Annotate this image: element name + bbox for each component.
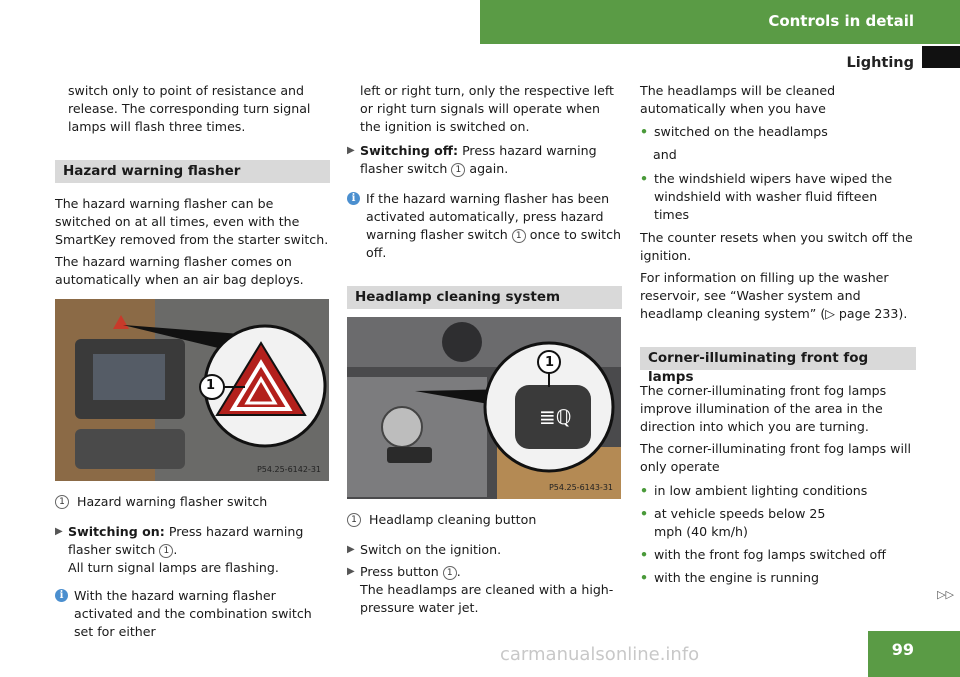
column-1 [55, 82, 330, 641]
photo-code: P54.25-6142-31 [256, 465, 321, 474]
callout-badge: 1 [443, 566, 457, 580]
paragraph: The corner-illuminating front fog lamps improve illumination of the area in the direction into which you are turning. [640, 383, 887, 434]
instruction-step [55, 523, 330, 577]
info-icon: i [347, 192, 360, 205]
bullet-icon: • [640, 547, 649, 562]
list-item [640, 505, 916, 541]
step-tail: . [456, 564, 461, 579]
list-item-text: in low ambient lighting conditions [654, 483, 868, 498]
step-result: All turn signal lamps are flashing. [68, 560, 279, 575]
callout-badge: 1 [55, 495, 69, 509]
caption-text: Hazard warning flasher switch [77, 494, 268, 509]
svg-text:≣ℚ: ≣ℚ [539, 405, 572, 429]
step-text: Switch on the ignition. [360, 542, 502, 557]
callout-badge: 1 [451, 163, 465, 177]
paragraph: For information on filling up the washer reservoir, see “Washer system and headlamp cleaning system” (▷ page 233). [640, 270, 908, 321]
paragraph: The counter resets when you switch off the ignition. [640, 230, 913, 263]
instruction-step [347, 142, 622, 178]
continue-arrow-icon: ▷▷ [937, 588, 954, 601]
info-text-b: once to switch off. [366, 227, 621, 260]
page-number-box [868, 631, 960, 677]
callout-badge: 1 [512, 229, 526, 243]
step-arrow-icon: ▶ [55, 526, 63, 537]
section-heading-hazard: Hazard warning flasher [55, 160, 330, 183]
step-tail: again. [465, 161, 509, 176]
callout-badge: 1 [347, 513, 361, 527]
step-arrow-icon: ▶ [347, 544, 355, 555]
continued-text: switch only to point of resistance and release. The corresponding turn signal lamps will flash three times. [68, 83, 311, 134]
list-item [640, 482, 916, 500]
hazard-switch-illustration [55, 299, 329, 481]
info-note [347, 190, 622, 262]
page-number: 99 [891, 640, 914, 659]
headlamp-button-photo [347, 317, 621, 499]
paragraph: The corner-illuminating front fog lamps will only operate [640, 441, 911, 474]
step-body: Press button [360, 564, 439, 579]
step-tail: . [173, 542, 178, 557]
step-text [360, 563, 622, 617]
step-text [68, 523, 330, 577]
info-icon: i [55, 589, 68, 602]
paragraph: The hazard warning flasher comes on automatically when an air bag deploys. [55, 254, 304, 287]
list-item-text: with the front fog lamps switched off [654, 547, 886, 562]
hazard-switch-photo [55, 299, 329, 481]
bullet-icon: • [640, 124, 649, 139]
step-label: Switching on: [68, 524, 165, 539]
instruction-step [347, 541, 622, 559]
bullet-icon: • [640, 483, 649, 498]
section-title: Lighting [846, 55, 914, 71]
column-2 [347, 82, 622, 617]
callout-badge: 1 [159, 544, 173, 558]
instruction-step [347, 563, 622, 617]
watermark: carmanualsonline.info [500, 644, 700, 665]
continued-text: left or right turn, only the respective left or right turn signals will operate when the ignition is switched on. [360, 83, 614, 134]
column-3 [640, 82, 916, 592]
info-note [55, 587, 330, 641]
info-text: With the hazard warning flasher activated and the combination switch set for either [74, 588, 312, 639]
list-item-text: with the engine is running [654, 570, 820, 585]
list-item-text: at vehicle speeds below 25 mph (40 km/h) [654, 506, 826, 539]
step-label: Switching off: [360, 143, 459, 158]
step-arrow-icon: ▶ [347, 566, 355, 577]
callout-number: 1 [545, 355, 555, 370]
figure-caption [55, 493, 330, 511]
callout-number: 1 [206, 378, 216, 393]
figure-caption [347, 511, 622, 529]
list-item [640, 123, 916, 141]
list-item [640, 170, 916, 224]
step-arrow-icon: ▶ [347, 145, 355, 156]
header-marker [922, 46, 960, 68]
photo-code: P54.25-6143-31 [548, 483, 613, 492]
list-item-text: the windshield wipers have wiped the windshield with washer fluid fifteen times [654, 171, 893, 222]
chapter-title: Controls in detail [768, 12, 914, 30]
headlamp-switch-illustration [347, 317, 621, 499]
list-item [640, 569, 916, 587]
info-text-a: If the hazard warning flasher has been activated automatically, press hazard warning flasher switch [366, 191, 610, 242]
bullet-icon: • [640, 570, 649, 585]
bullet-icon: • [640, 171, 649, 186]
list-item-text: switched on the headlamps [654, 124, 828, 139]
paragraph: The hazard warning flasher can be switched on at all times, even with the SmartKey removed from the starter switch. [55, 196, 329, 247]
step-body: Press hazard warning flasher switch [360, 143, 597, 176]
section-heading-fog-lamps: Corner-illuminating front fog lamps [640, 347, 916, 370]
bullet-icon: • [640, 506, 649, 521]
info-text [366, 190, 622, 262]
caption-text: Headlamp cleaning button [369, 512, 537, 527]
step-result: The headlamps are cleaned with a high-pressure water jet. [360, 582, 614, 615]
list-item [640, 546, 916, 564]
section-heading-headlamp: Headlamp cleaning system [347, 286, 622, 309]
paragraph: and [653, 147, 677, 162]
paragraph: The headlamps will be cleaned automatically when you have [640, 83, 836, 116]
step-body: Press hazard warning flasher switch [68, 524, 304, 557]
step-text [360, 142, 622, 178]
